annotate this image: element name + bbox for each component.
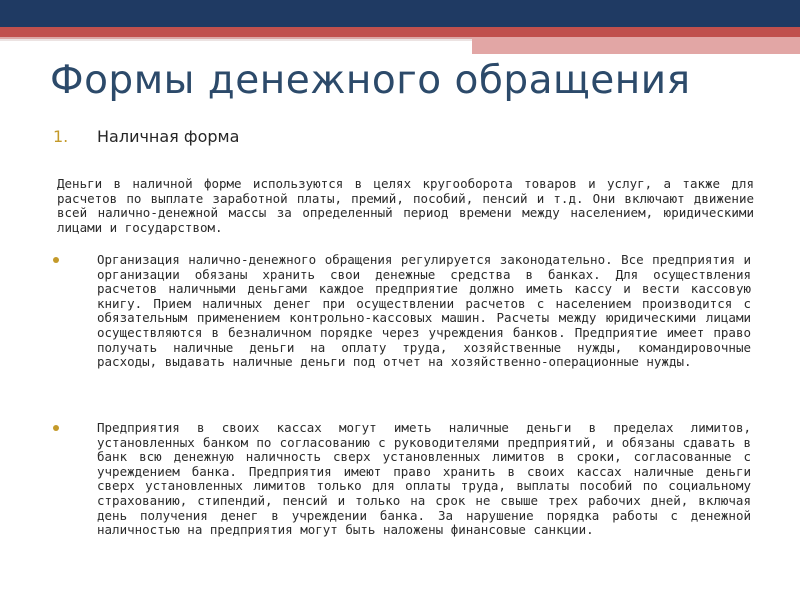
header-band-pink: [472, 37, 800, 54]
bullet-paragraph-1: Организация налично-денежного обращения регулируется законодательно. Все предприятия и организации обязаны хранить свои денежные средства в банках. Для осуществления расчетов наличными деньгами каждое предприятие должно иметь кассу и вести кассовую книгу. Прием наличных денег при осуществлении расчетов с населением производится с обязательным применением контрольно-кассовых машин. Расчеты между юридическими лицами осуществляются в безналичном порядке через учреждения банков. Предприятие имеет право получать наличные деньги на оплату труда, хозяйственные нужды, командировочные расходы, выдавать наличные деньги под отчет на хозяйственно-операционные нужды.: [97, 252, 751, 370]
header-band-thin-line-light: [0, 39, 472, 41]
slide-title: Формы денежного обращения: [50, 58, 691, 103]
intro-paragraph: Деньги в наличной форме используются в целях кругооборота товаров и услуг, а также для расчетов по выплате заработной платы, премий, пособий, пенсий и т.д. Они включают движение всей налично-денежной массы за определенный период времени между населением, юридическими лицами и государством.: [57, 176, 754, 235]
subheading: [53, 127, 239, 146]
bullet-paragraph-2: Предприятия в своих кассах могут иметь наличные деньги в пределах лимитов, установленных банком по согласованию с руководителями предприятий, и обязаны сдавать в банк всю денежную наличность сверх установленных лимитов в сроки, согласованные с учреждением банка. Предприятия имеют право хранить в своих кассах наличные деньги сверх установленных лимитов только для оплаты труда, выплаты пособий по социальному страхованию, стипендий, пенсий и только на срок не свыше трех рабочих дней, включая день получения денег в учреждении банка. За нарушение порядка работы с денежной наличностью на предприятия могут быть наложены финансовые санкции.: [97, 420, 751, 538]
subheading-text: Наличная форма: [97, 127, 240, 146]
header-band-dark: [0, 0, 800, 27]
bullet-dot-icon: [53, 257, 59, 263]
header-band-red: [0, 27, 800, 37]
bullet-dot-icon: [53, 425, 59, 431]
subheading-number: 1.: [53, 127, 69, 146]
